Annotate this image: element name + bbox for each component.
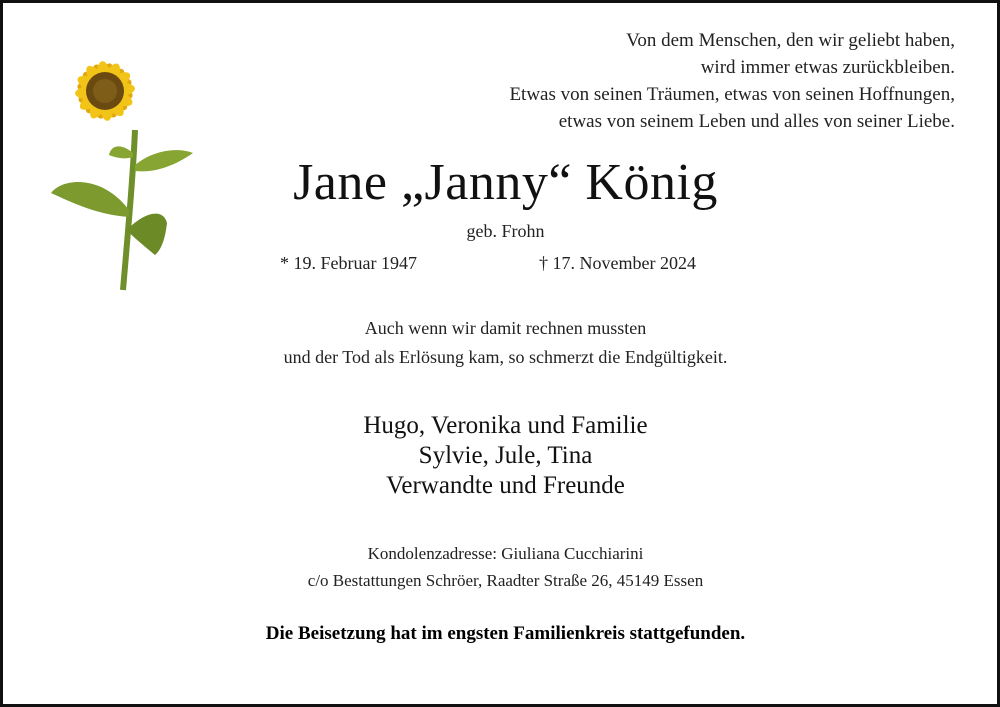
- quote: [203, 314, 808, 372]
- mourners-line: Verwandte und Freunde: [386, 472, 625, 499]
- quote-line: Auch wenn wir damit rechnen mussten: [364, 318, 647, 338]
- mourners-line: Hugo, Veronika und Familie: [363, 412, 648, 439]
- maiden-name: geb. Frohn: [466, 221, 545, 241]
- sunflower-leaf-small: [109, 146, 133, 158]
- death-date: † 17. November 2024: [539, 253, 696, 273]
- sunflower-image: [43, 35, 203, 293]
- mourners-line: Sylvie, Jule, Tina: [418, 442, 593, 469]
- poem: [509, 27, 955, 135]
- sunflower-leaf-right-bottom: [127, 214, 167, 255]
- poem-line: wird immer etwas zurückbleiben.: [700, 57, 955, 78]
- poem-line: Etwas von seinen Träumen, etwas von seinen Hoffnungen,: [509, 84, 955, 105]
- condolence-line: Kondolenzadresse: Giuliana Cucchiarini: [367, 544, 644, 563]
- poem-line: Von dem Menschen, den wir geliebt haben,: [626, 30, 955, 51]
- birth-date: * 19. Februar 1947: [280, 253, 417, 273]
- quote-line: und der Tod als Erlösung kam, so schmerzt die Endgültigkeit.: [283, 347, 728, 367]
- mourners: [203, 411, 808, 501]
- deceased-name: Jane „Janny“ König: [293, 154, 718, 211]
- condolence-line: c/o Bestattungen Schröer, Raadter Straße 26, 45149 Essen: [307, 571, 704, 590]
- sunflower-leaf-left: [51, 182, 129, 217]
- condolence-address: [203, 540, 808, 594]
- poem-line: etwas von seinem Leben und alles von seiner Liebe.: [558, 111, 955, 132]
- sunflower-petals: [74, 60, 136, 122]
- sunflower-leaf-right-top: [135, 150, 193, 171]
- funeral-note: Die Beisetzung hat im engsten Familienkreis stattgefunden.: [265, 623, 746, 644]
